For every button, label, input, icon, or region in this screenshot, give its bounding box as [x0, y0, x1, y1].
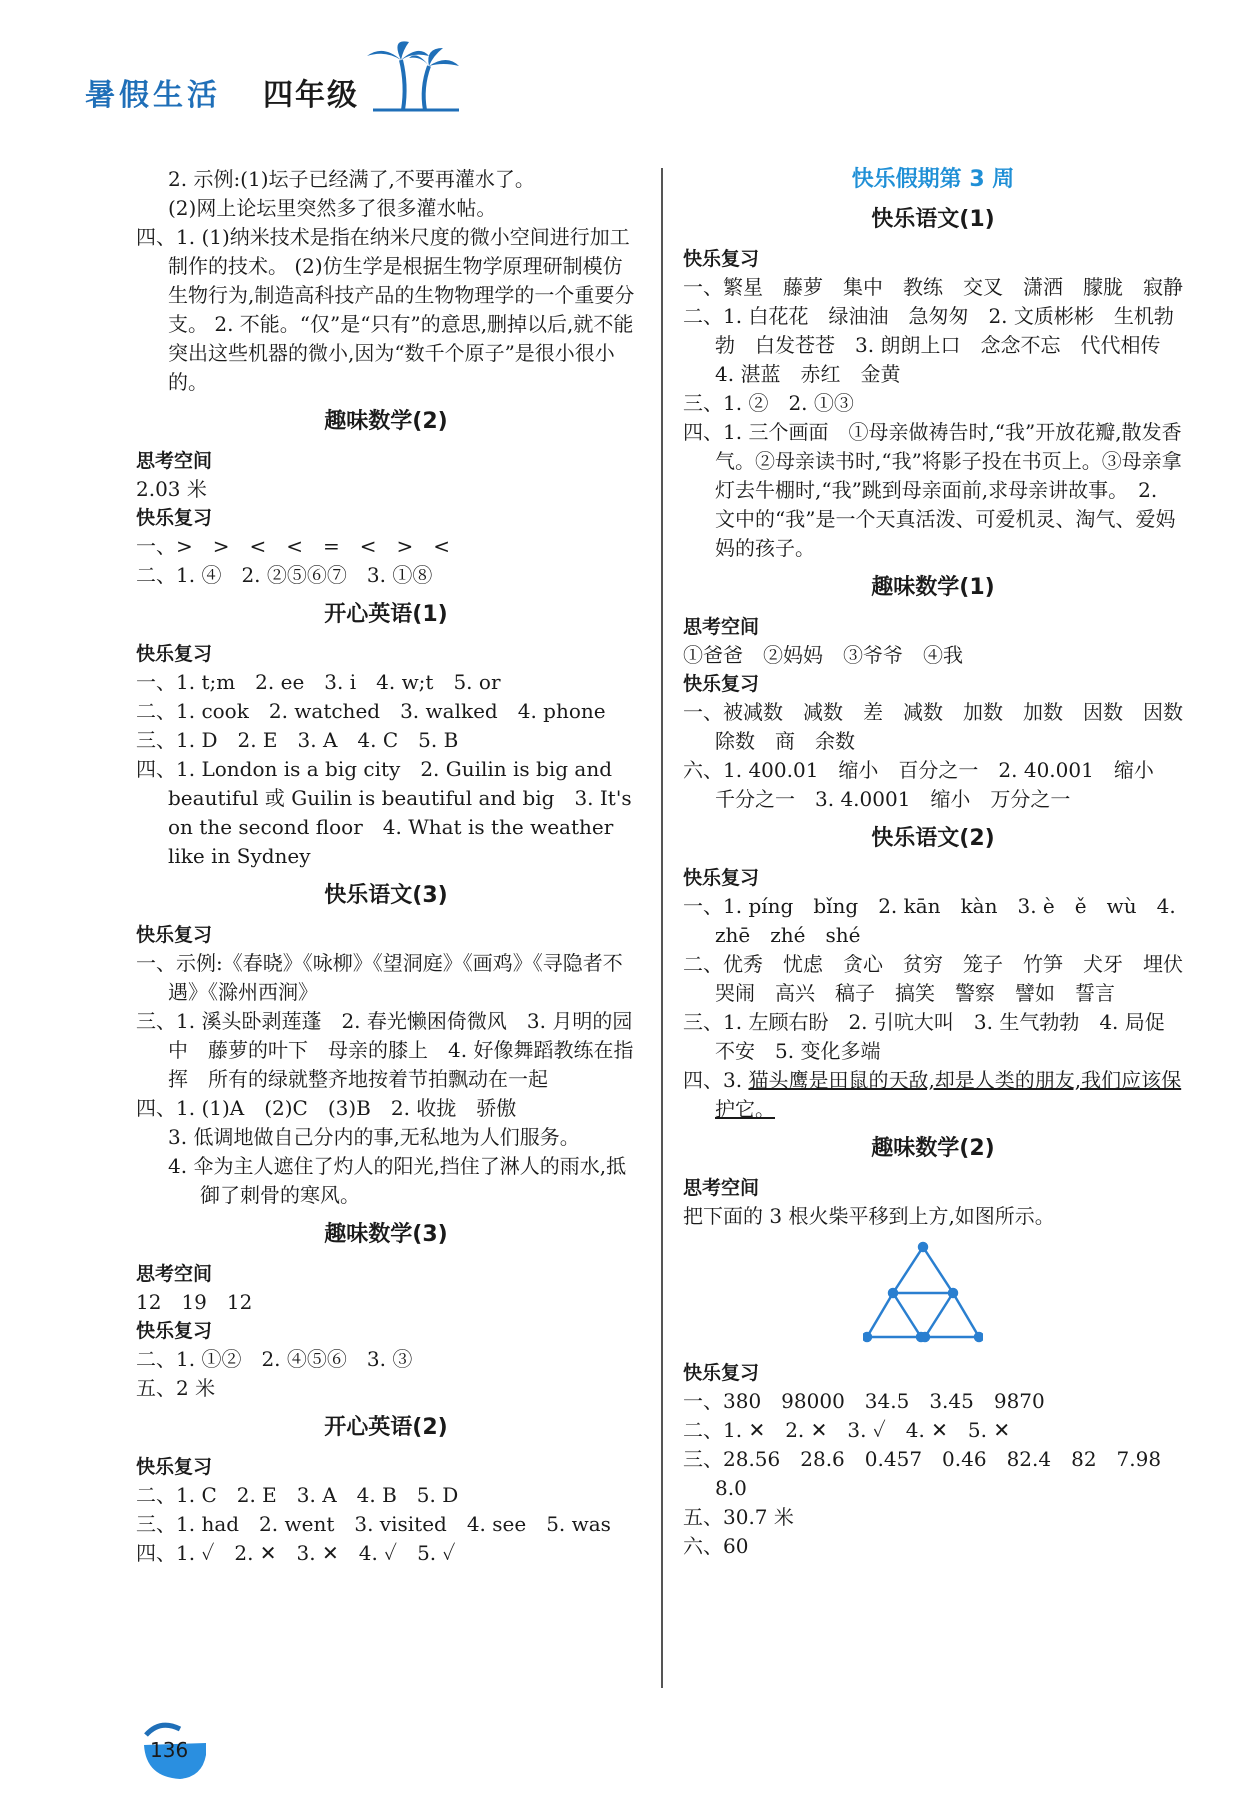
answer-line: 四、1. London is a big city 2. Guilin is big and beautiful 或 Guilin is beautiful and big 3. It's on the second floor 4. What is the weather like in Sydney	[136, 757, 638, 868]
header-grade: 四年级	[263, 78, 359, 113]
subheading: 快乐复习	[683, 248, 760, 270]
subheading: 思考空间	[683, 1177, 760, 1199]
subheading: 快乐复习	[683, 673, 760, 695]
match-head	[863, 1333, 871, 1341]
answer-line: 三、28.56 28.6 0.457 0.46 82.4 82 7.98 8.0	[683, 1447, 1182, 1500]
matchstick-diagram	[863, 1241, 1183, 1353]
answer-line: 二、优秀 忧虑 贪心 贫穷 笼子 竹笋 犬牙 埋伏 哭闹 高兴 稿子 搞笑 警察 譬如 誓言	[683, 952, 1203, 1005]
answer-line: 一、1. t;m 2. ee 3. i 4. w;t 5. or	[136, 670, 501, 694]
answer-line: 三、1. had 2. went 3. visited 4. see 5. was	[136, 1512, 611, 1536]
subheading: 快乐复习	[136, 1320, 213, 1342]
match-head	[889, 1289, 897, 1297]
answer-line	[683, 1066, 1183, 1124]
answer-line: 三、1. D 2. E 3. A 4. C 5. B	[136, 728, 459, 752]
answer-line: 一、1. píng bǐng 2. kān kàn 3. è ě wù 4. zhē zhé shé	[683, 894, 1183, 947]
section-heading: 快乐语文(3)	[324, 883, 448, 908]
answer-line: 二、1. 白花花 绿油油 急匆匆 2. 文质彬彬 生机勃勃 白发苍苍 3. 朗朗上口 念念不忘 代代相传 4. 湛蓝 赤红 金黄	[683, 304, 1181, 386]
answer-line: 12 19 12	[136, 1290, 253, 1314]
answer-line: 六、60	[683, 1534, 749, 1558]
answer-line: (2)网上论坛里突然多了很多灌水帖。	[168, 196, 497, 220]
answer-line: 二、1. ①② 2. ④⑤⑥ 3. ③	[136, 1347, 413, 1371]
subheading: 思考空间	[683, 616, 760, 638]
answer-line: 4. 伞为主人遮住了灼人的阳光,挡住了淋人的雨水,抵御了刺骨的寒风。	[168, 1154, 627, 1207]
match-head	[919, 1243, 927, 1251]
answer-line: 2. 示例:(1)坛子已经满了,不要再灌水了。	[168, 167, 535, 191]
section-heading: 快乐语文(2)	[871, 826, 995, 851]
subheading: 快乐复习	[136, 507, 213, 529]
answer-line: 二、1. C 2. E 3. A 4. B 5. D	[136, 1483, 459, 1507]
matchstick	[953, 1293, 979, 1337]
answer-line: 四、1. ✓ 2. ✕ 3. ✕ 4. ✓ 5. ✓	[136, 1541, 456, 1565]
section-heading: 趣味数学(3)	[324, 1222, 448, 1247]
page-header	[85, 40, 465, 120]
matchstick	[893, 1293, 921, 1337]
column-divider	[661, 168, 663, 1688]
answer-line: ①爸爸 ②妈妈 ③爷爷 ④我	[683, 643, 963, 667]
answer-line: 五、30.7 米	[683, 1505, 794, 1529]
subheading: 快乐复习	[136, 1456, 213, 1478]
section-heading: 开心英语(1)	[324, 602, 448, 627]
answer-line: 2.03 米	[136, 477, 207, 501]
week-title: 快乐假期第 3 周	[851, 167, 1015, 192]
matchstick	[893, 1247, 923, 1293]
answer-prefix: 四、3.	[683, 1068, 749, 1092]
matchstick	[867, 1293, 893, 1337]
answer-line: 三、1. 左顾右盼 2. 引吭大叫 3. 生气勃勃 4. 局促不安 5. 变化多端	[683, 1010, 1165, 1063]
answer-line: 四、1. (1)纳米技术是指在纳米尺度的微小空间进行加工制作的技术。 (2)仿生学是根据生物学原理研制模仿生物行为,制造高科技产品的生物物理学的一个重要分支。 2. 不能。“仅”是“只有”的意思,删掉以后,就不能突出这些机器的微小,因为“数千个原子”是很小很小的。	[136, 225, 635, 394]
answer-line: 二、1. cook 2. watched 3. walked 4. phone	[136, 699, 606, 723]
right-column	[683, 165, 1203, 1561]
subheading: 快乐复习	[136, 924, 213, 946]
answer-line: 一、被减数 减数 差 减数 加数 加数 因数 因数 除数 商 余数	[683, 700, 1203, 753]
answer-line: 四、1. 三个画面 ①母亲做祷告时,“我”开放花瓣,散发香气。②母亲读书时,“我”将影子投在书页上。③母亲拿灯去牛棚时,“我”跳到母亲面前,求母亲讲故事。 2. 文中的“我”是一个天真活泼、可爱机灵、淘气、爱妈妈的孩子。	[683, 420, 1182, 560]
match-head	[921, 1333, 929, 1341]
answer-line: 四、1. (1)A (2)C (3)B 2. 收拢 骄傲	[136, 1096, 517, 1120]
section-heading: 快乐语文(1)	[871, 207, 995, 232]
answer-line: 一、> > < < = < > <	[136, 534, 451, 558]
answer-line: 五、2 米	[136, 1376, 216, 1400]
answer-line: 六、1. 400.01 缩小 百分之一 2. 40.001 缩小 千分之一 3. 4.0001 缩小 万分之一	[683, 758, 1174, 811]
matchstick	[923, 1247, 953, 1293]
answer-line: 三、1. ② 2. ①③	[683, 391, 854, 415]
match-head	[949, 1289, 957, 1297]
page-number: 136	[150, 1738, 189, 1762]
subheading: 思考空间	[136, 450, 213, 472]
match-head	[975, 1333, 983, 1341]
header-title: 暑假生活	[85, 78, 221, 113]
section-heading: 趣味数学(1)	[871, 575, 995, 600]
answer-line: 一、繁星 藤萝 集中 教练 交叉 潇洒 朦胧 寂静	[683, 275, 1183, 299]
section-heading: 开心英语(2)	[324, 1415, 448, 1440]
answer-line: 二、1. ✕ 2. ✕ 3. ✓ 4. ✕ 5. ✕	[683, 1418, 1011, 1442]
section-heading: 趣味数学(2)	[324, 409, 448, 434]
subheading: 快乐复习	[136, 643, 213, 665]
left-column	[136, 165, 636, 1568]
section-heading: 趣味数学(2)	[871, 1136, 995, 1161]
answer-line: 三、1. 溪头卧剥莲蓬 2. 春光懒困倚微风 3. 月明的园中 藤萝的叶下 母亲的膝上 4. 好像舞蹈教练在指挥 所有的绿就整齐地按着节拍飘动在一起	[136, 1009, 634, 1091]
answer-line: 3. 低调地做自己分内的事,无私地为人们服务。	[168, 1125, 580, 1149]
answer-line: 二、1. ④ 2. ②⑤⑥⑦ 3. ①⑧	[136, 563, 433, 587]
answer-line: 一、380 98000 34.5 3.45 9870	[683, 1389, 1045, 1413]
subheading: 思考空间	[136, 1263, 213, 1285]
answer-line: 把下面的 3 根火柴平移到上方,如图所示。	[683, 1204, 1055, 1228]
underlined-answer: 猫头鹰是田鼠的天敌,却是人类的朋友,我们应该保护它。	[715, 1068, 1182, 1121]
matchstick	[925, 1293, 953, 1337]
subheading: 快乐复习	[683, 867, 760, 889]
subheading: 快乐复习	[683, 1362, 760, 1384]
palm-tree-icon	[363, 40, 463, 112]
answer-line: 一、示例:《春晓》《咏柳》《望洞庭》《画鸡》《寻隐者不遇》《滁州西涧》	[136, 951, 623, 1004]
